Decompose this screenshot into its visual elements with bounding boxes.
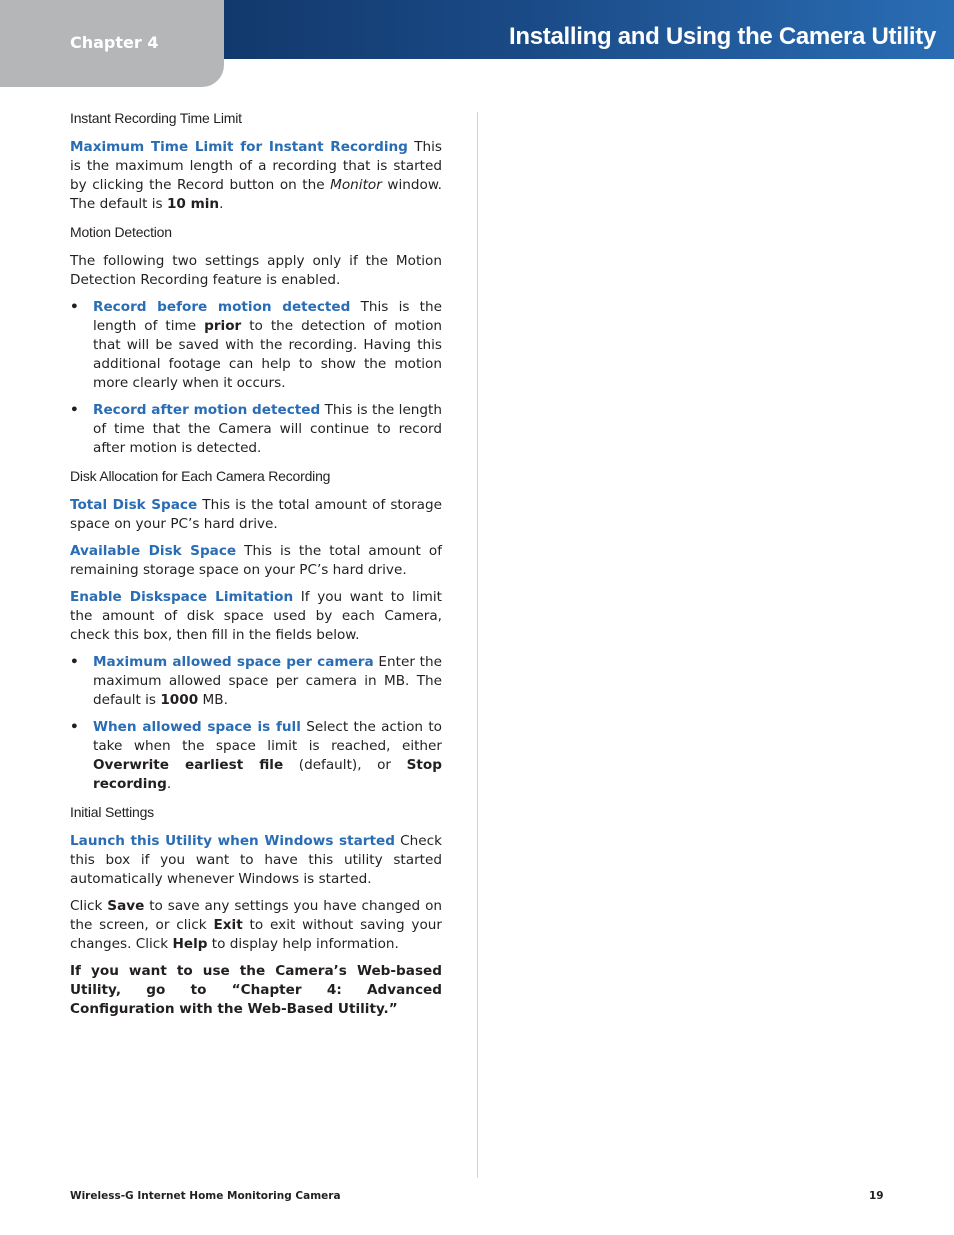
section-heading-instant-recording: Instant Recording Time Limit <box>70 110 242 126</box>
monitor-italic: Monitor <box>330 177 382 193</box>
paragraph-save-exit-help <box>70 897 442 954</box>
paragraph-total-disk-space <box>70 496 442 534</box>
text-run: to exit without saving your changes. Click <box>70 917 442 952</box>
text-run: Click <box>70 898 108 914</box>
term-available-disk-space: Available Disk Space <box>70 543 237 559</box>
default-value: 10 min <box>166 196 220 212</box>
disk-list <box>70 653 442 794</box>
paragraph-enable-diskspace <box>70 588 442 645</box>
list-item-record-after <box>70 401 442 458</box>
term-total-disk-space: Total Disk Space <box>70 497 198 513</box>
term-space-full: When allowed space is full <box>93 719 301 735</box>
text-run: This is the total amount of remaining storage space on your PC’s hard drive. <box>70 543 442 578</box>
text-run: This is the total amount of storage space on your PC’s hard drive. <box>70 497 442 532</box>
paragraph-launch-utility <box>70 832 442 889</box>
column-divider <box>477 112 478 1178</box>
section-heading-motion-detection: Motion Detection <box>70 224 172 240</box>
term-max-time-limit: Maximum Time Limit for Instant Recording <box>70 139 408 155</box>
bold-prior: prior <box>204 318 242 334</box>
bold-max-default: 1000 <box>160 692 199 708</box>
main-column <box>70 108 442 1027</box>
list-item-max-allowed <box>70 653 442 710</box>
paragraph-max-time-limit <box>70 138 442 214</box>
bullet-icon: • <box>70 654 79 670</box>
term-max-allowed: Maximum allowed space per camera <box>93 654 374 670</box>
bold-save: Save <box>107 898 145 914</box>
text-run: . <box>219 196 224 212</box>
text-run: to save any settings you have changed on the screen, or click <box>70 898 442 933</box>
text-run: MB. <box>198 692 228 708</box>
text-run: window. The default is <box>70 177 443 212</box>
chapter-tab <box>0 0 224 87</box>
term-record-before: Record before motion detected <box>93 299 351 315</box>
term-enable-diskspace: Enable Diskspace Limitation <box>70 589 294 605</box>
text-run: to display help information. <box>207 936 399 952</box>
text-run: If you want to limit the amount of disk space used by each Camera, check this box, then fill in the fields below. <box>70 589 442 643</box>
footer-product-name: Wireless-G Internet Home Monitoring Camera <box>70 1190 341 1202</box>
page-title: Installing and Using the Camera Utility <box>509 23 937 50</box>
text-run: Check this box if you want to have this utility started automatically whenever Windows is started. <box>70 833 442 887</box>
list-item-space-full <box>70 718 442 794</box>
paragraph-available-disk-space <box>70 542 442 580</box>
paragraph-web-utility-note: If you want to use the Camera’s Web-based Utility, go to “Chapter 4: Advanced Configuration with the Web-Based Utility.” <box>70 963 442 1017</box>
bold-overwrite: Overwrite earliest file <box>93 757 284 773</box>
text-run: Enter the maximum allowed space per camera in MB. The default is <box>93 654 442 708</box>
motion-list <box>70 298 442 458</box>
section-heading-disk-allocation: Disk Allocation for Each Camera Recording <box>70 468 331 484</box>
bold-stop-recording: Stop recording <box>93 757 442 792</box>
text-run: . <box>166 776 172 792</box>
text-run: Select the action to take when the space limit is reached, either <box>93 719 442 754</box>
text-run: to the detection of motion that will be saved with the recording. Having this additional footage can help to show the motion more clearly when it occurs. <box>93 318 442 391</box>
chapter-label: Chapter 4 <box>70 33 159 52</box>
text-run: (default), or <box>283 757 407 773</box>
footer-page-number: 19 <box>869 1190 884 1202</box>
bullet-icon: • <box>70 299 79 315</box>
section-heading-initial-settings: Initial Settings <box>70 804 154 820</box>
text-run: This is the length of time that the Camera will continue to record after motion is detected. <box>93 402 443 456</box>
text-run: This is the maximum length of a recording that is started by clicking the Record button on the <box>70 139 442 193</box>
term-launch-utility: Launch this Utility when Windows started <box>70 833 395 849</box>
bullet-icon: • <box>70 402 79 418</box>
bullet-icon: • <box>70 719 79 735</box>
term-record-after: Record after motion detected <box>93 402 321 418</box>
paragraph-motion-intro: The following two settings apply only if the Motion Detection Recording feature is enabled. <box>70 253 442 288</box>
bold-exit: Exit <box>213 917 243 933</box>
text-run: This is the length of time <box>93 299 442 334</box>
list-item-record-before <box>70 298 442 393</box>
bold-help: Help <box>172 936 208 952</box>
